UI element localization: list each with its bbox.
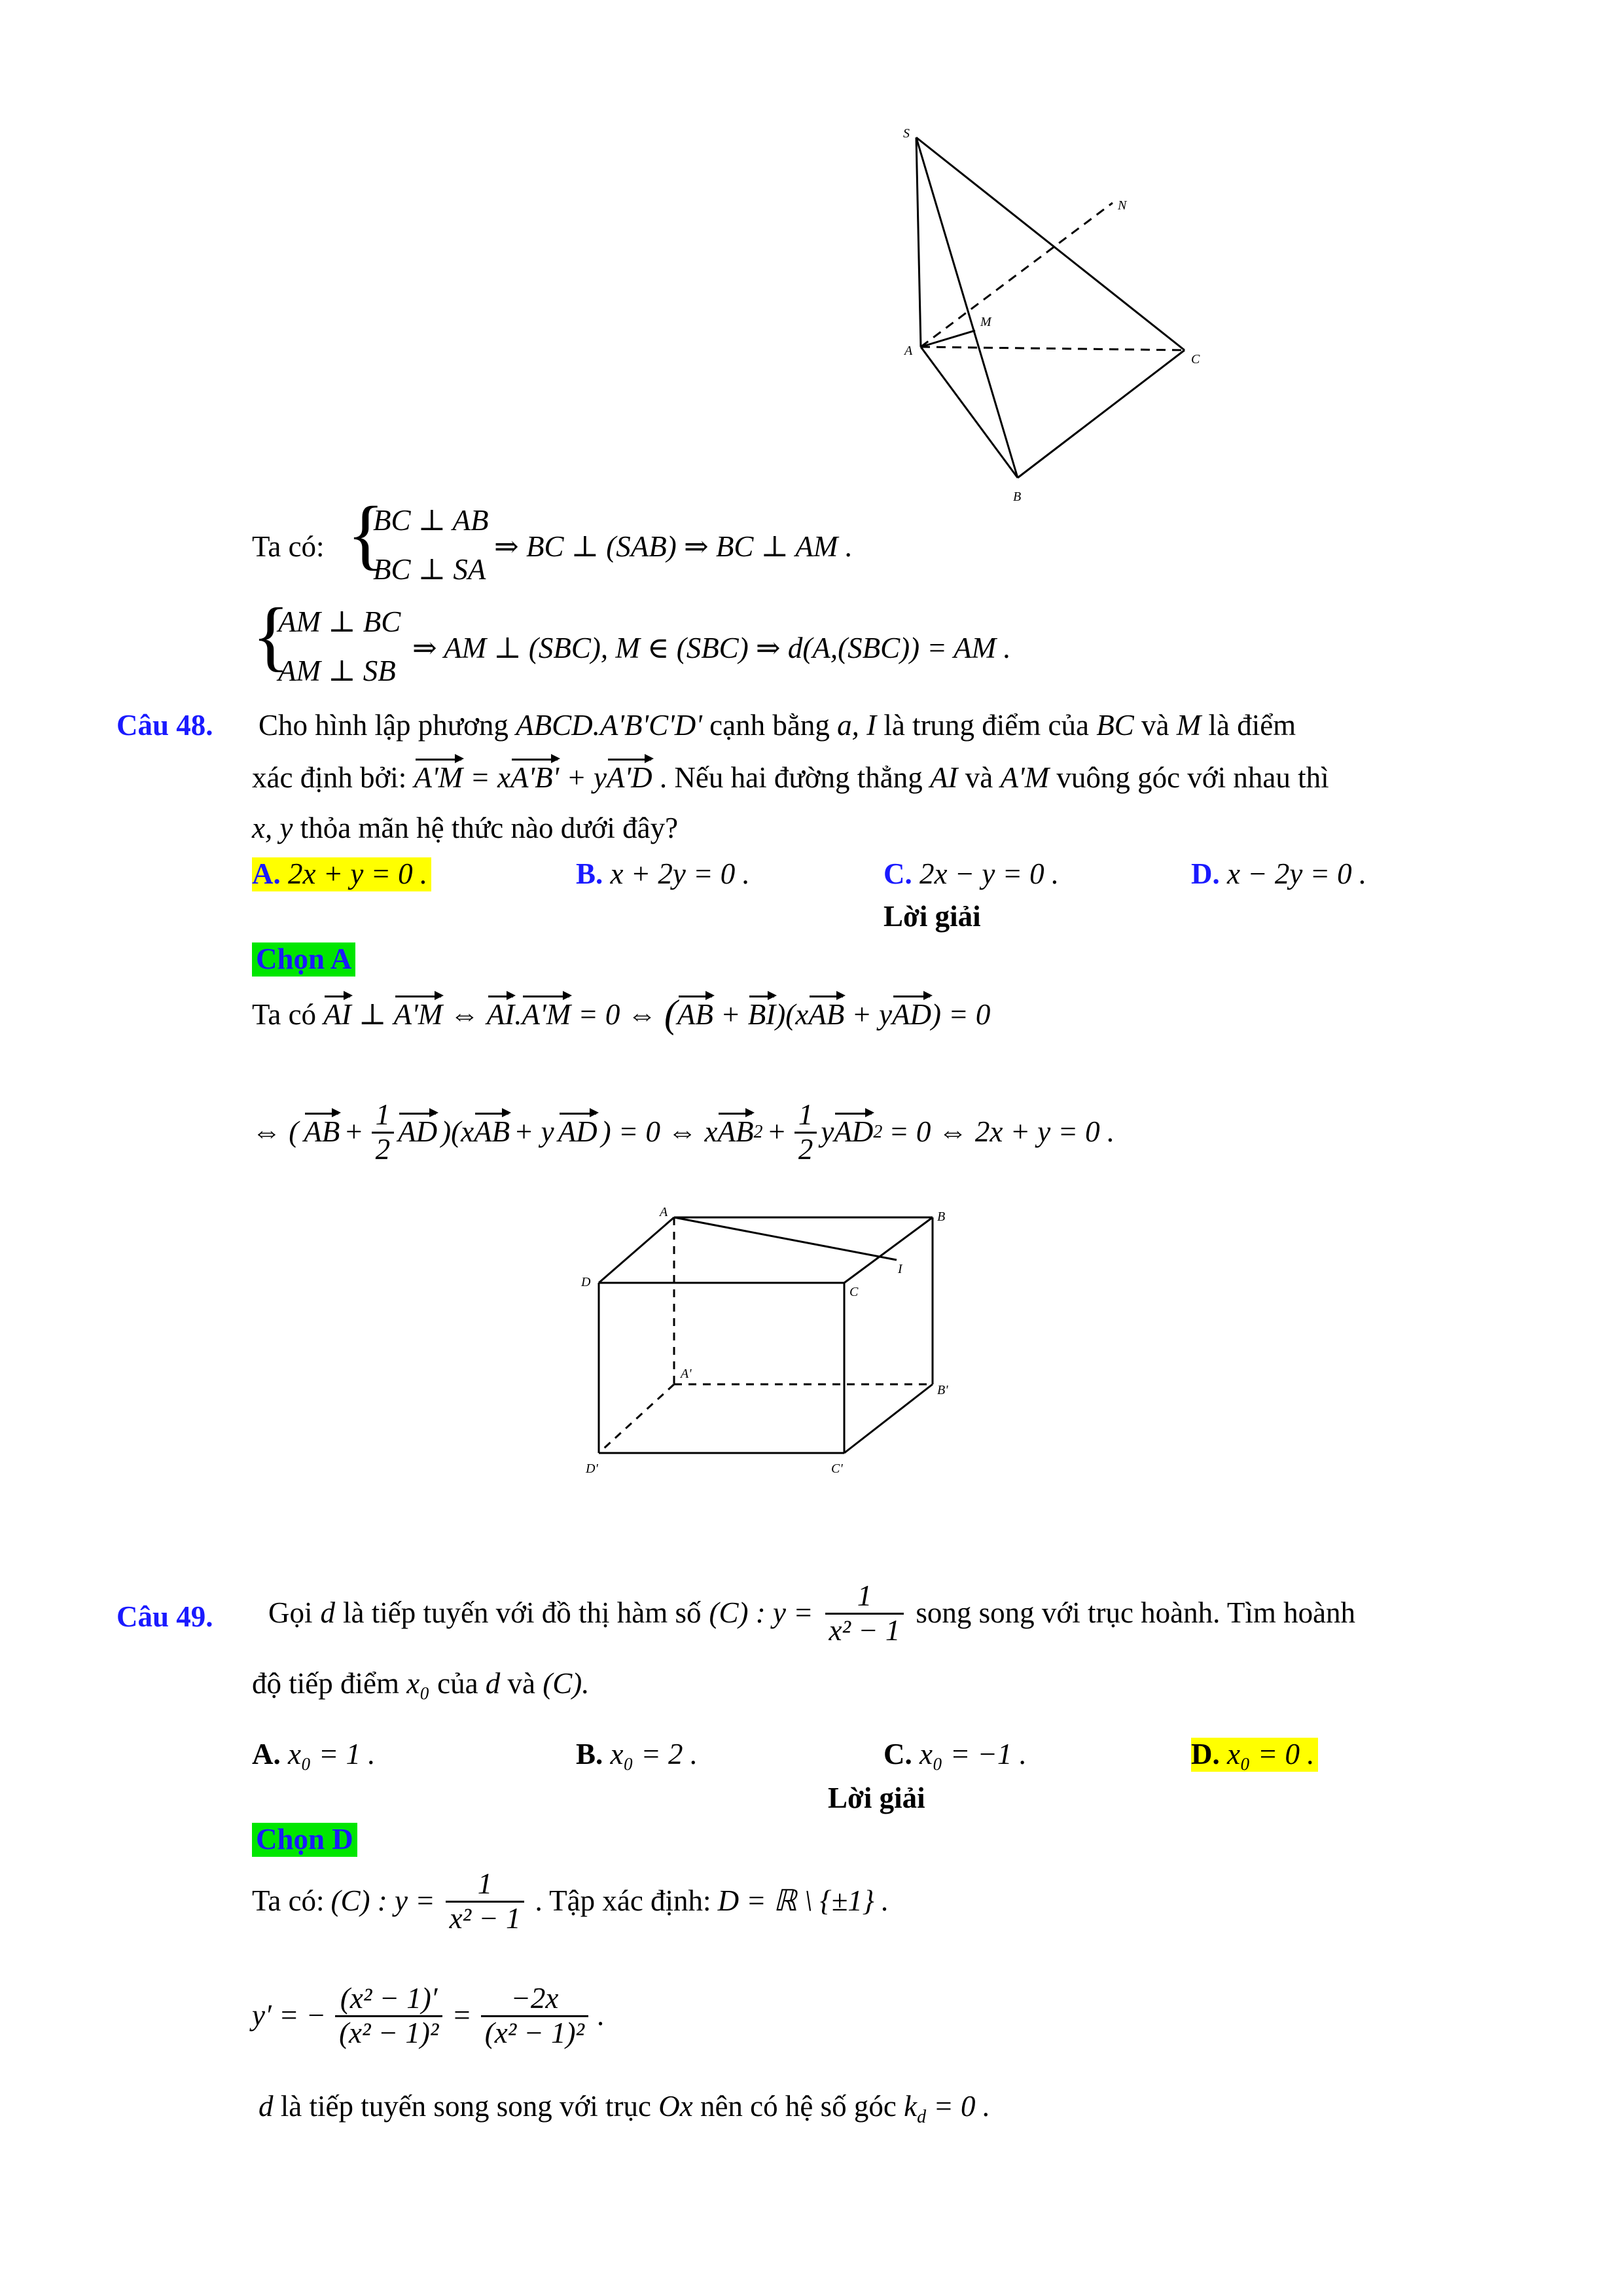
q48-sol2-sq1: 2	[753, 1121, 763, 1142]
sys2-line2: AM ⊥ SB	[278, 655, 396, 687]
q49-d: d	[320, 1596, 335, 1630]
q49-sol-c-eq: (C) : y =	[330, 1884, 435, 1918]
brace-2: {	[252, 592, 290, 679]
q49-frac-den: x² − 1	[829, 1613, 901, 1647]
q48-sol2-iff: ⇔ (	[252, 1115, 299, 1149]
q48-text-e: là trung điểm của	[883, 709, 1089, 742]
sys1-result: ⇒ BC ⊥ (SAB) ⇒ BC ⊥ AM .	[494, 530, 853, 563]
q49-sol2-lhs: y′ = −	[252, 1999, 327, 2032]
q48-sol2-mid: )(x	[441, 1115, 474, 1149]
q48-vec-ab: A'B'	[510, 761, 560, 794]
q49-sol3-text: là tiếp tuyến song song với trục	[280, 2090, 651, 2123]
q49-option-c[interactable]	[883, 1738, 1027, 1772]
pyramid-figure	[870, 118, 1211, 511]
q48-am: A'M	[1000, 761, 1050, 794]
q49-sol2-eq: =	[452, 1999, 472, 2032]
q48-xy: x, y	[252, 812, 293, 844]
q49-option-b[interactable]	[576, 1738, 698, 1772]
q49-sol-frac-num: 1	[446, 1868, 525, 1903]
q49-option-b-text: x₀ = 2 .	[610, 1738, 698, 1770]
q49-sol2-num2: −2x	[481, 1982, 588, 2017]
q48-sol-vec-ab: AB	[677, 998, 713, 1031]
q48-plus-y: + y	[566, 761, 607, 794]
q48-chon: Chọn A	[252, 942, 355, 977]
q48-sol2-y: y	[821, 1115, 834, 1149]
sys1-line2: BC ⊥ SA	[373, 553, 486, 586]
cube-label-B: B	[937, 1210, 946, 1224]
cube-figure	[576, 1191, 995, 1492]
q48-a-i: a, I	[837, 709, 877, 742]
q49-tiep-tuyen: là tiếp tuyến với đồ thị hàm số	[343, 1596, 702, 1630]
q48-text-a: Cho hình lập phương	[259, 709, 508, 742]
q48-sol2-vec-ad3: AD	[834, 1115, 874, 1149]
q48-option-d-text: x − 2y = 0 .	[1227, 857, 1367, 890]
q48-sol-perp: ⊥	[359, 998, 387, 1031]
q49-line2	[252, 1667, 590, 1701]
cube-label-D-prime: D'	[586, 1462, 598, 1476]
q49-option-d[interactable]	[1191, 1738, 1318, 1772]
q48-la-diem: là điểm	[1208, 709, 1296, 742]
sys2-line1: AM ⊥ BC	[278, 605, 401, 638]
q49-option-d-letter: D.	[1191, 1738, 1220, 1770]
q49-sol3-d: d	[259, 2090, 274, 2123]
q48-sol2-end: = 0 ⇔ 2x + y = 0 .	[889, 1115, 1115, 1149]
ta-co-intro: Ta có:	[252, 530, 325, 563]
q49-option-c-text: x₀ = −1 .	[919, 1738, 1027, 1770]
q49-option-a-text: x₀ = 1 .	[288, 1738, 376, 1770]
cube-label-I: I	[898, 1262, 902, 1276]
q48-option-a[interactable]	[252, 857, 431, 891]
q49-sol2-frac1	[335, 1982, 442, 2049]
q48-sol2-half-num: 1	[372, 1099, 395, 1134]
q48-sol2-vec-ab2: AB	[474, 1115, 510, 1149]
q49-sol3-he-so: nên có hệ số góc	[700, 2090, 897, 2123]
q49-c-eq: (C) : y =	[709, 1596, 813, 1630]
q49-option-d-text: x₀ = 0 .	[1227, 1738, 1315, 1770]
q48-sol2-vec-ad2: AD	[558, 1115, 597, 1149]
q48-sol-mid: )(x	[776, 998, 809, 1031]
q49-number: Câu 49.	[116, 1600, 213, 1633]
q48-sol-eq0: = 0 ⇔	[578, 998, 657, 1031]
q49-va: và	[507, 1667, 536, 1700]
cube-label-A: A	[660, 1205, 668, 1219]
q49-sol-line2	[252, 1960, 605, 2072]
q49-d2: d	[485, 1667, 501, 1700]
brace-1: {	[347, 490, 385, 577]
q48-neu: . Nếu hai đường thẳng	[659, 761, 923, 794]
q49-loi-giai: Lời giải	[828, 1782, 925, 1814]
q49-sol2-den1: (x² − 1)²	[339, 2016, 439, 2049]
q48-sol2-vec-ab: AB	[304, 1115, 340, 1149]
q48-loi-giai: Lời giải	[883, 900, 981, 933]
q48-va: và	[1141, 709, 1169, 742]
q48-sol2-vec-ad: AD	[398, 1115, 438, 1149]
q48-sol2-half-den: 2	[375, 1132, 391, 1166]
q48-line1	[259, 709, 1296, 743]
cube-label-C: C	[849, 1285, 859, 1299]
q48-option-a-letter: A.	[252, 857, 281, 890]
q49-sol-fraction	[446, 1868, 525, 1935]
q48-option-d-letter: D.	[1191, 857, 1220, 890]
q49-line1	[268, 1568, 1355, 1659]
pyramid-label-B: B	[1013, 490, 1022, 504]
q48-sol2-half	[372, 1099, 395, 1166]
q48-sol2-plus: +	[344, 1115, 364, 1149]
pyramid-label-S: S	[903, 126, 910, 141]
q48-bc: BC	[1096, 709, 1134, 742]
q48-cube-name: ABCD.A'B'C'D'	[516, 709, 702, 742]
q48-line2	[252, 761, 1329, 795]
q48-sol-vec-am: A'M	[393, 998, 443, 1031]
cube-label-D: D	[581, 1275, 591, 1289]
q49-sol-domain: D = ℝ \ {±1} .	[717, 1884, 889, 1918]
pyramid-label-M: M	[980, 315, 991, 329]
q48-option-d[interactable]	[1191, 857, 1366, 891]
q49-sol3-sub: d	[917, 2107, 927, 2127]
q48-line3	[252, 812, 678, 846]
q49-sol3-ox: Ox	[658, 2090, 693, 2123]
q49-sol-line1	[252, 1859, 889, 1944]
q48-sol2-eq: ) = 0 ⇔ x	[601, 1115, 718, 1149]
q48-sol2-half2-den: 2	[798, 1132, 813, 1166]
pyramid-label-N: N	[1118, 198, 1127, 213]
q48-sol-plusy: + y	[851, 998, 893, 1031]
q48-va2: và	[965, 761, 993, 794]
q48-sol-vec-ad: AD	[892, 998, 932, 1031]
q49-sol2-end: .	[597, 1999, 605, 2032]
q48-eq-x: = x	[470, 761, 510, 794]
q49-sol3-k: k	[904, 2090, 918, 2123]
q48-option-b-text: x + 2y = 0 .	[610, 857, 750, 890]
q49-option-b-letter: B.	[576, 1738, 603, 1770]
q48-sol2-vec-ab3: AB	[717, 1115, 754, 1149]
q49-do-tiep-diem: độ tiếp điểm	[252, 1667, 399, 1700]
q48-m: M	[1176, 709, 1202, 742]
pyramid-label-C: C	[1191, 352, 1200, 367]
q48-sol-line1	[252, 992, 990, 1037]
q48-thoa-man: thỏa mãn hệ thức nào dưới đây?	[300, 812, 679, 844]
q48-sol2-half2	[794, 1099, 817, 1166]
q48-option-c-letter: C.	[883, 857, 912, 890]
cube-label-B-prime: B'	[937, 1383, 948, 1397]
q48-sol-vec-ai2: AI	[486, 998, 515, 1031]
q48-sol-plus: +	[721, 998, 741, 1031]
q49-sol-ta-co: Ta có:	[252, 1884, 325, 1918]
q49-option-a[interactable]	[252, 1738, 375, 1772]
q48-vec-ad: A'D	[607, 761, 652, 794]
q49-song-song: song song với trục hoành. Tìm hoành	[916, 1596, 1356, 1630]
pyramid-label-A: A	[904, 344, 913, 358]
sys1-line1: BC ⊥ AB	[373, 504, 489, 537]
q49-sol2-num1: (x² − 1)′	[335, 1982, 442, 2017]
q48-option-b-letter: B.	[576, 857, 603, 890]
q49-fraction	[825, 1580, 904, 1647]
q48-sol2-plus2: +	[766, 1115, 787, 1149]
q48-sol-line2	[252, 1090, 1115, 1175]
q48-sol-vec-ab2: AB	[808, 998, 845, 1031]
q48-option-c-text: 2x − y = 0 .	[919, 857, 1060, 890]
cube-label-C-prime: C'	[831, 1462, 843, 1476]
q48-sol-vec-ai: AI	[323, 998, 351, 1031]
q48-ai: AI	[930, 761, 958, 794]
q49-sol-frac-den: x² − 1	[449, 1901, 521, 1935]
q48-xac-dinh: xác định bởi:	[252, 761, 407, 794]
q48-sol-dot: .	[514, 998, 522, 1031]
q48-option-a-text: 2x + y = 0 .	[288, 857, 428, 890]
q49-sol-txd: . Tập xác định:	[535, 1884, 711, 1918]
q49-sol-line3	[259, 2090, 990, 2128]
q49-c: (C).	[543, 1667, 590, 1700]
q49-sol2-den2: (x² − 1)²	[484, 2016, 585, 2049]
q48-sol2-plusy: + y	[514, 1115, 554, 1149]
q48-sol-iff: ⇔	[450, 998, 480, 1031]
q49-chon: Chọn D	[252, 1823, 357, 1857]
q48-sol-vec-am2: A'M	[522, 998, 571, 1031]
q48-sol-vec-bi: BI	[747, 998, 776, 1031]
q49-cua: của	[437, 1667, 478, 1700]
q49-option-a-letter: A.	[252, 1738, 281, 1770]
q48-option-b[interactable]	[576, 857, 750, 891]
q48-option-c[interactable]	[883, 857, 1059, 891]
q48-sol-end: ) = 0	[931, 998, 991, 1031]
q48-number: Câu 48.	[116, 709, 213, 742]
q49-x0: x₀	[406, 1667, 430, 1700]
q49-frac-num: 1	[825, 1580, 904, 1615]
q48-vuong-goc: vuông góc với nhau thì	[1056, 761, 1329, 794]
q49-sol2-frac2	[481, 1982, 588, 2049]
q48-vec-am: A'M	[414, 761, 463, 794]
sys2-result: ⇒ AM ⊥ (SBC), M ∈ (SBC) ⇒ d(A,(SBC)) = AM .	[412, 632, 1011, 664]
q48-sol-ta-co: Ta có	[252, 998, 317, 1031]
q48-sol2-sq2: 2	[873, 1121, 883, 1142]
q48-sol2-half2-num: 1	[794, 1099, 817, 1134]
q49-option-c-letter: C.	[883, 1738, 912, 1770]
q49-sol3-eq: = 0 .	[933, 2090, 990, 2123]
q48-sol-open: (	[664, 992, 677, 1035]
q49-goi: Gọi	[268, 1596, 313, 1630]
q48-text-c: cạnh bằng	[709, 709, 830, 742]
cube-label-A-prime: A'	[681, 1367, 692, 1381]
